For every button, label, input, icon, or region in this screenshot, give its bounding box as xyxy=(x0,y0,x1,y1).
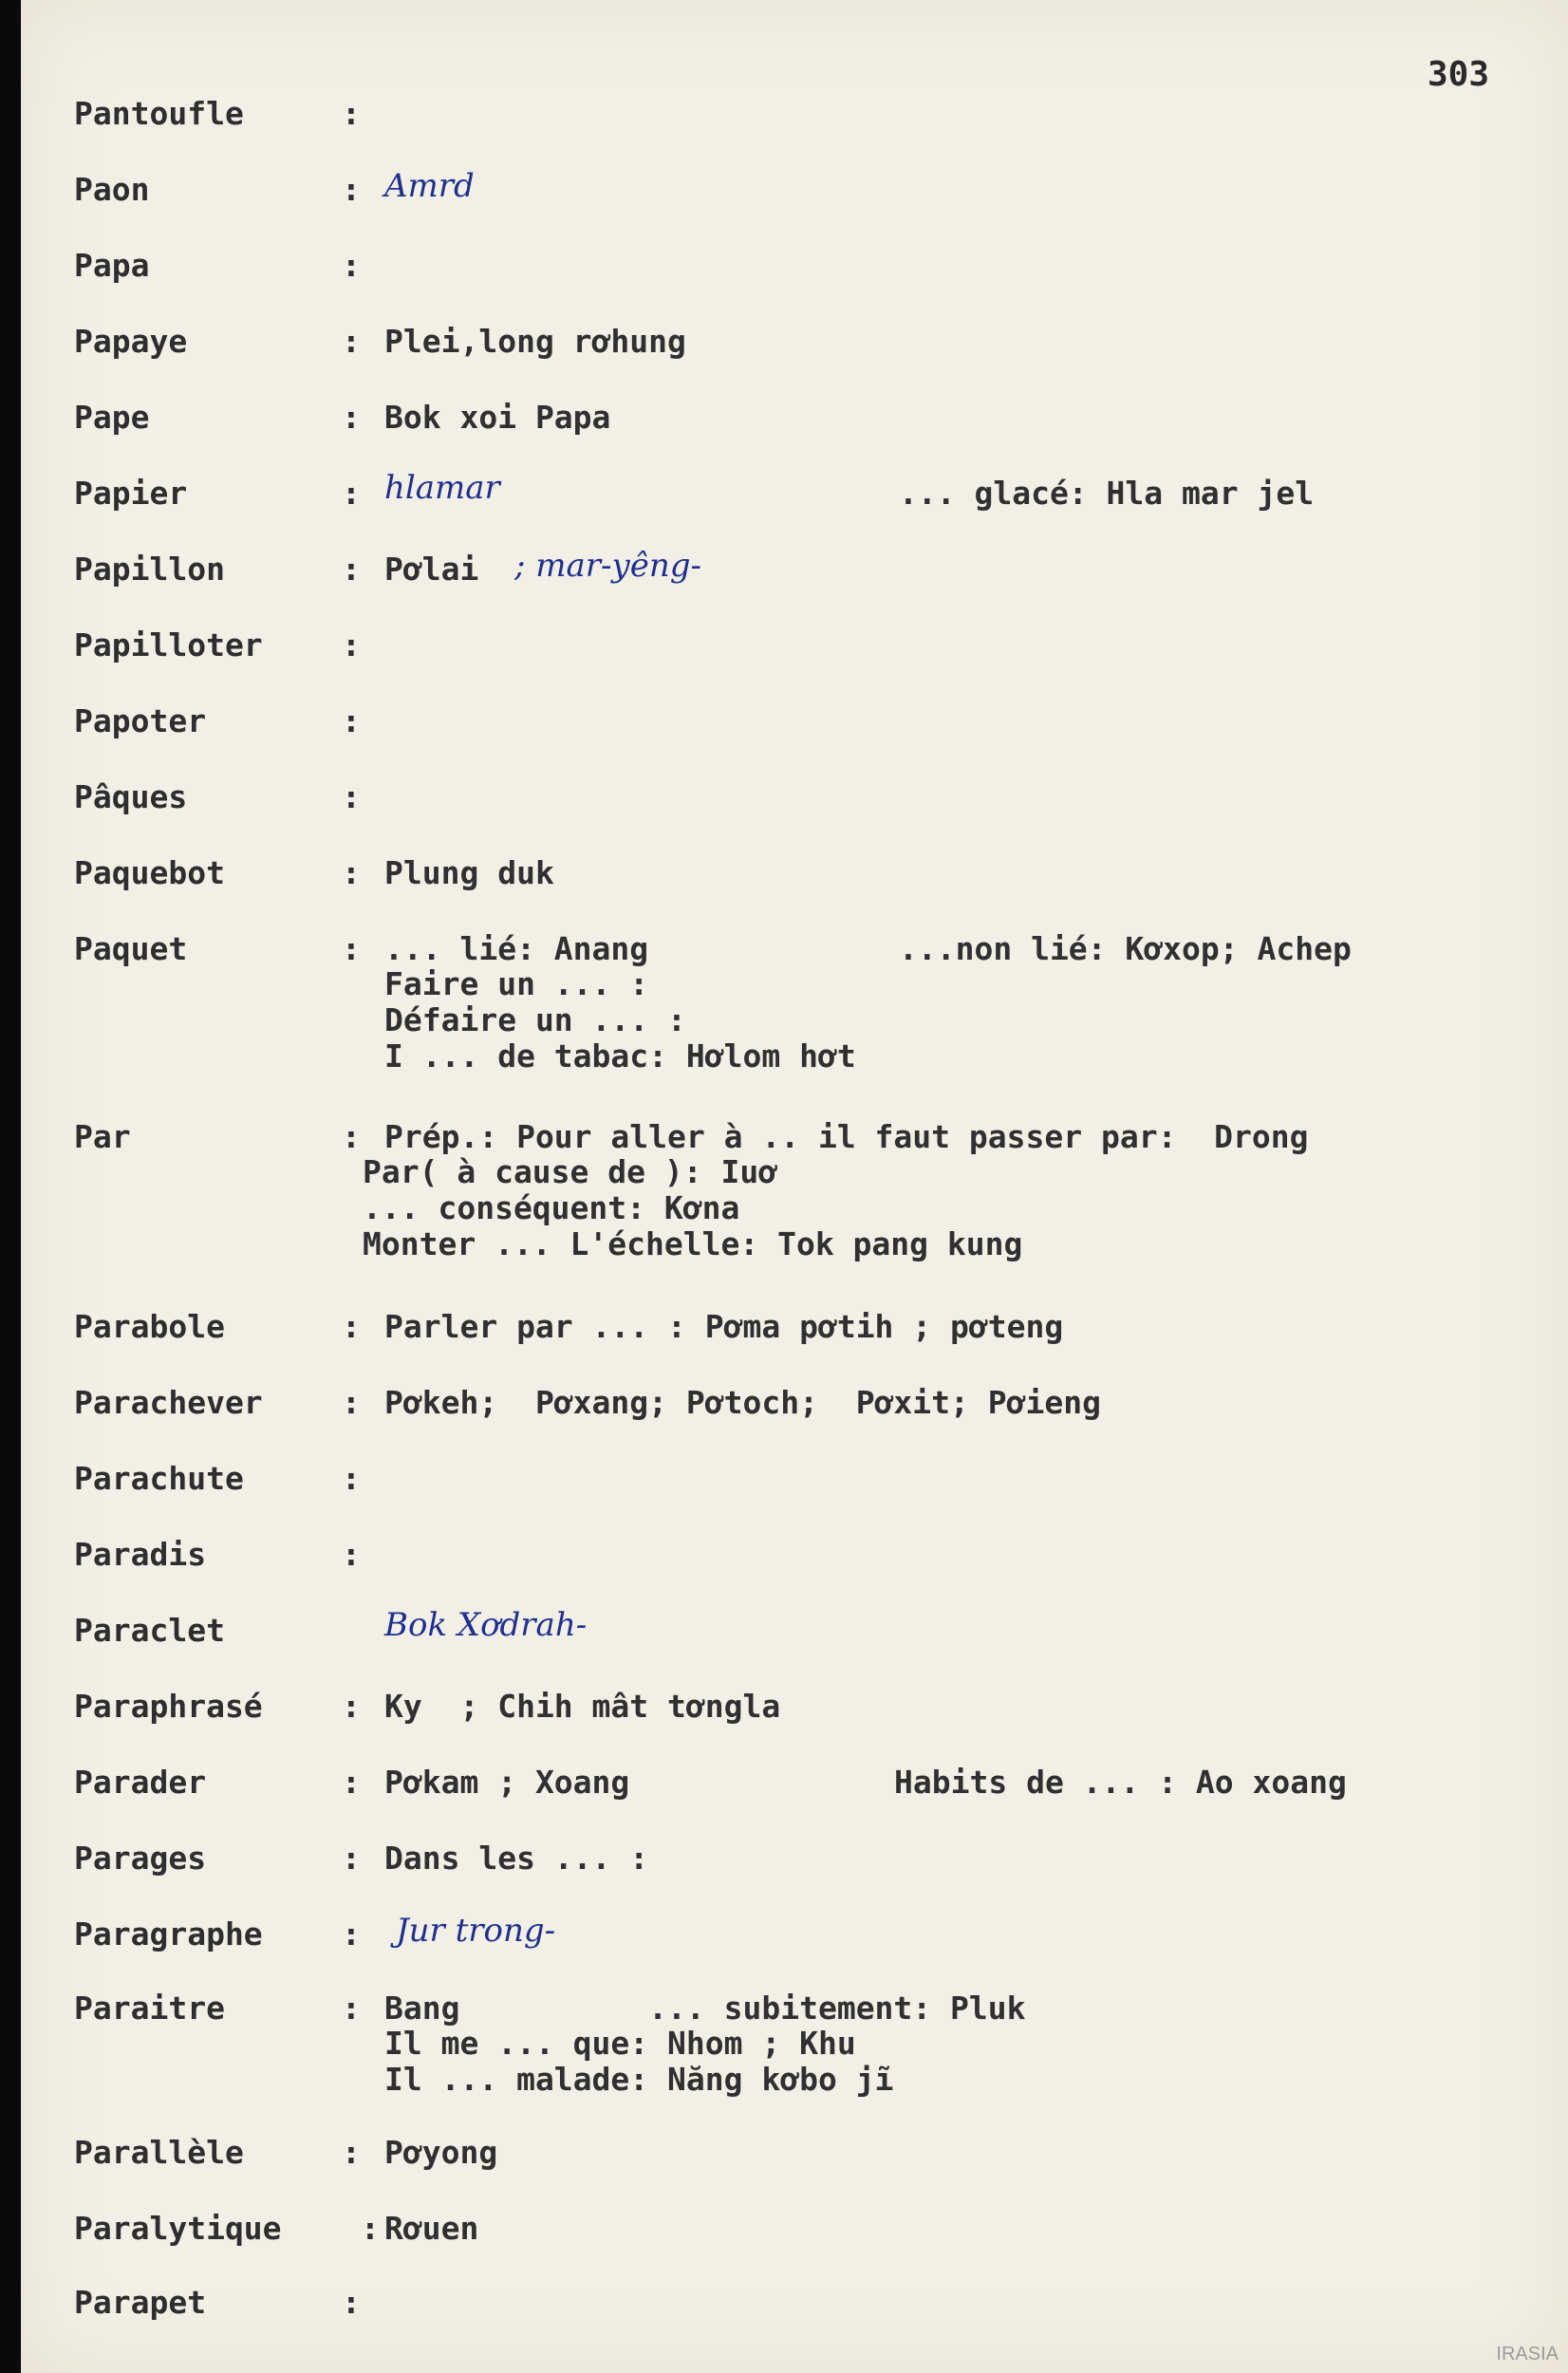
entry-translation: Bang ... subitement: Pluk xyxy=(384,1990,1026,2027)
entry-colon: : xyxy=(342,2134,361,2171)
entry-headword: Pâques xyxy=(74,778,188,815)
entry-headword: Papa xyxy=(74,247,150,284)
entry-translation: Pơkeh; Pơxang; Pơtoch; Pơxit; Pơieng xyxy=(384,1384,1101,1421)
entry-subline: Monter ... L'échelle: Tok pang kung xyxy=(363,1225,1023,1262)
document-page xyxy=(21,0,1568,2373)
handwritten-annotation: Jur trong- xyxy=(396,1912,556,1950)
entry-headword: Paralytique xyxy=(74,2210,282,2247)
entry-colon: : xyxy=(342,626,361,663)
entry-subline: Il me ... que: Nhom ; Khu xyxy=(384,2025,856,2062)
entry-translation: Plei,long rơhung xyxy=(384,323,686,360)
entry-colon: : xyxy=(342,1460,361,1497)
entry-colon: : xyxy=(342,323,361,360)
entry-colon: : xyxy=(342,1536,361,1573)
entry-translation: Pơyong xyxy=(384,2134,498,2171)
entry-headword: Parader xyxy=(74,1764,207,1801)
handwritten-annotation: ; mar-yêng- xyxy=(514,547,701,585)
entry-colon: : xyxy=(342,247,361,284)
entry-headword: Parapet xyxy=(74,2284,207,2321)
entry-translation: Bok xoi Papa xyxy=(384,399,611,436)
entry-colon: : xyxy=(342,551,361,588)
entry-subline: Il ... malade: Năng kơbo jĩ xyxy=(384,2061,894,2098)
entry-headword: Papillon xyxy=(74,551,225,588)
handwritten-annotation: Amrd xyxy=(384,167,475,205)
entry-translation: Rơuen xyxy=(384,2210,479,2247)
entry-colon: : xyxy=(342,1840,361,1877)
entry-headword: Parachever xyxy=(74,1384,263,1421)
entry-colon: : xyxy=(342,2284,361,2321)
entry-headword: Parallèle xyxy=(74,2134,244,2171)
entry-headword: Parabole xyxy=(74,1308,225,1345)
entry-headword: Paquebot xyxy=(74,854,225,891)
entry-colon: : xyxy=(342,95,361,132)
entry-headword: Pantoufle xyxy=(74,95,244,132)
entry-headword: Papier xyxy=(74,475,188,512)
entry-colon: : xyxy=(342,1308,361,1345)
entry-subline: ... conséquent: Kơna xyxy=(363,1189,740,1226)
entry-headword: Parachute xyxy=(74,1460,244,1497)
handwritten-annotation: Bok Xơdrah- xyxy=(384,1606,588,1644)
entry-headword: Papoter xyxy=(74,702,207,739)
watermark: IRASIA xyxy=(1496,2344,1559,2364)
entry-colon: : xyxy=(342,399,361,436)
handwritten-annotation: hlamar xyxy=(384,469,500,507)
entry-colon: : xyxy=(342,854,361,891)
entry-headword: Pape xyxy=(74,399,150,436)
entry-headword: Paraitre xyxy=(74,1990,225,2027)
entry-headword: Paon xyxy=(74,171,150,208)
entry-colon: : xyxy=(342,475,361,512)
entry-translation: Pơkam ; Xoang xyxy=(384,1764,630,1801)
entry-translation: Prép.: Pour aller à .. il faut passer par: Drong xyxy=(384,1118,1309,1155)
entry-headword: Paraphrasé xyxy=(74,1688,263,1725)
entry-headword: Paquet xyxy=(74,930,188,967)
entry-colon: : xyxy=(342,1384,361,1421)
entry-subline: I ... de tabac: Hơlom hơt xyxy=(384,1037,856,1074)
entry-translation: ... lié: Anang xyxy=(384,930,649,967)
entry-colon: : xyxy=(342,1915,361,1953)
entry-subline: Défaire un ... : xyxy=(384,1001,686,1038)
entry-colon: : xyxy=(361,2210,380,2247)
entry-headword: Papaye xyxy=(74,323,188,360)
entry-headword: Paraclet xyxy=(74,1612,225,1649)
entry-colon: : xyxy=(342,171,361,208)
entry-colon: : xyxy=(342,930,361,967)
entry-secondary-translation: ... glacé: Hla mar jel xyxy=(899,475,1315,512)
page-number: 303 xyxy=(1428,55,1490,94)
entry-colon: : xyxy=(342,1764,361,1801)
entry-headword: Papilloter xyxy=(74,626,263,663)
entry-translation: Pơlai xyxy=(384,551,479,588)
entry-colon: : xyxy=(342,778,361,815)
entry-colon: : xyxy=(342,1688,361,1725)
entry-headword: Par xyxy=(74,1118,131,1155)
entry-headword: Parages xyxy=(74,1840,207,1877)
entry-colon: : xyxy=(342,1118,361,1155)
entry-translation: Ky ; Chih mât tơngla xyxy=(384,1688,781,1725)
entry-secondary-translation: ...non lié: Kơxop; Achep xyxy=(899,930,1352,967)
entry-headword: Paragraphe xyxy=(74,1915,263,1953)
entry-colon: : xyxy=(342,702,361,739)
entry-subline: Par( à cause de ): Iuơ xyxy=(363,1153,778,1190)
entry-translation: Plung duk xyxy=(384,854,554,891)
entry-subline: Faire un ... : xyxy=(384,965,649,1002)
entry-translation: Parler par ... : Pơma pơtih ; pơteng xyxy=(384,1308,1064,1345)
entry-translation: Dans les ... : xyxy=(384,1840,649,1877)
entry-headword: Paradis xyxy=(74,1536,207,1573)
entry-colon: : xyxy=(342,1990,361,2027)
entry-secondary-translation: Habits de ... : Ao xoang xyxy=(894,1764,1347,1801)
